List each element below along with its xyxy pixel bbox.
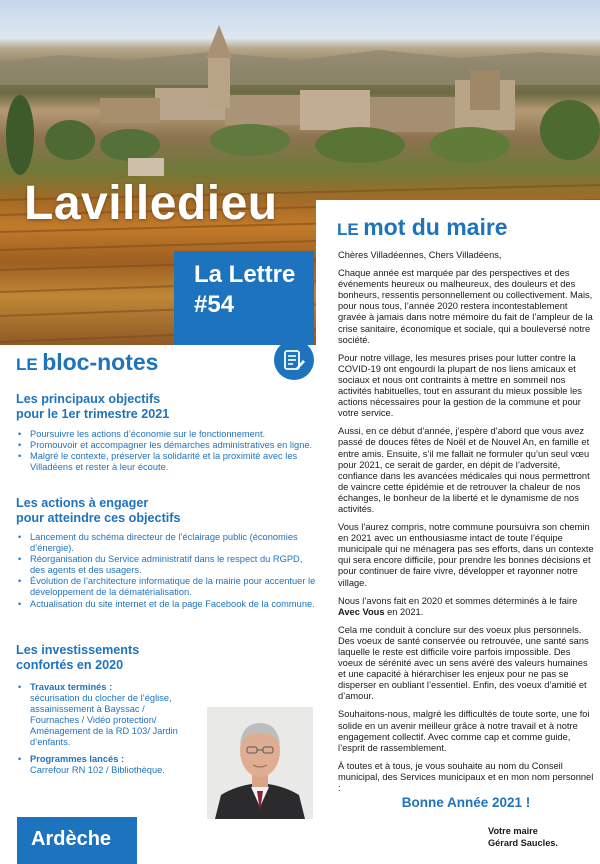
mayor-heading: [337, 214, 508, 241]
list-item: • Poursuivre les actions d’économie sur le fonctionnement.: [16, 429, 316, 440]
section-title-line: Les actions à engager: [16, 496, 149, 510]
section-title-line: pour le 1er trimestre 2021: [16, 407, 170, 421]
mayor-text: Nous l’avons fait en 2020 et sommes déterminés à le faire: [338, 595, 578, 606]
list-item: • Malgré le contexte, préserver la solidarité et la proximité avec les Villadéens et rester à leur écoute.: [16, 451, 316, 473]
avec-vous-emphasis: Avec Vous: [338, 606, 385, 617]
list-item: • Réorganisation du Service administratif dans le respect du RGPD, des agents et des usagers.: [16, 554, 316, 576]
mayor-paragraph: [338, 596, 594, 618]
department-badge: [17, 817, 137, 864]
mayor-paragraph: Chères Villadéennes, Chers Villadéens,: [338, 250, 502, 260]
bloc-notes-title: bloc-notes: [42, 349, 159, 375]
list-item-label: Travaux terminés :: [30, 682, 113, 692]
section-title-line: confortés en 2020: [16, 658, 124, 672]
mayor-portrait: [207, 707, 313, 819]
newsletter-label: La Lettre: [194, 261, 296, 288]
mayor-paragraph: Pour notre village, les mesures prises pour lutter contre la COVID-19 ont engourdi la plupart de nos liens amicaux et sociaux et nous ont contraints à mettre en sommeil nos activités habituelles, tout en assurant du mieux possible les actions nécessaires pour la gestion de la commune et pour votre service.: [338, 352, 582, 419]
section-title-line: pour atteindre ces objectifs: [16, 511, 181, 525]
mayor-signature: [488, 826, 558, 849]
issue-number: #54: [194, 291, 235, 318]
department-name: Ardèche: [31, 828, 112, 850]
signature-name: Gérard Saucles.: [488, 837, 558, 848]
mayor-paragraph: Vous l’aurez compris, notre commune poursuivra son chemin en 2021 avec un enthousiasme intact de toute l’équipe municipale qui ne ménagera pas ses efforts, dans un contexte qui sera encore difficile, pour prendre les bonnes décisions et pour continuer de faire vivre, développer et rayonner notre village.: [338, 522, 594, 588]
new-year-greeting: Bonne Année 2021 !: [401, 795, 531, 810]
section-title: [16, 392, 169, 422]
list-item-text: Carrefour RN 102 / Bibliothèque.: [30, 764, 165, 775]
mayor-paragraph: Chaque année est marquée par des perspectives et des événements heureux ou malheureux, des douleurs et des bonheurs, ressentis personnellement ou collectivement. Mais, pour nous tous, l’année 2020 restera incontestablement gravée à jamais dans notre mémoire du fait de l’ampleur de la crise sanitaire, économique et sociale, qui a bouleversé notre société.: [338, 268, 593, 345]
mayor-text: en 2021.: [384, 606, 424, 617]
list-item: [16, 754, 186, 776]
list-item: • Lancement du schéma directeur de l’éclairage public (économies d’énergie).: [16, 532, 316, 554]
investments-list: [16, 682, 186, 776]
list-item-label: Programmes lancés :: [30, 753, 125, 764]
list-item: • Évolution de l’architecture informatique de la mairie pour accentuer le développement de la dématérialisation.: [16, 576, 316, 598]
list-item: • Actualisation du site internet et de la page Facebook de la commune.: [16, 599, 316, 610]
newsletter-issue-badge: [174, 251, 314, 345]
mayor-heading-prefix: LE: [337, 220, 359, 239]
list-item-text: sécurisation du clocher de l’église, assainissement à Bayssac / Fournaches / Vidéo protection/ Aménagement de la RD 103/ Jardin d’enfants.: [30, 693, 178, 748]
section-title-line: Les investissements: [16, 643, 140, 657]
town-title: Lavilledieu: [24, 177, 278, 230]
list-item: • Promouvoir et accompagner les démarches administratives en ligne.: [16, 440, 316, 451]
section-title-line: Les principaux objectifs: [16, 392, 161, 406]
signature-role: Votre maire: [488, 826, 538, 836]
mayor-paragraph: Cela me conduit à conclure sur des voeux plus personnels. Des voeux de santé conservée ou retrouvée, une santé sans laquelle le reste est difficile voire parfois impossible. Des voeux de sérénité avec un sens avéré des valeurs humaines et une capacité à hiérarchiser les enjeux pour ne pas se disperser en oubliant l’essentiel. Enfin, des voeux d’amitié et d’amour.: [338, 624, 589, 702]
section-title: [16, 643, 139, 673]
mayor-letter: [338, 250, 594, 801]
mayor-paragraph: Aussi, en ce début d’année, j’espère d’abord que vous avez passé de douces fêtes de Noël et de Nouvel An, en famille et entre amis. Ensuite, s’il me fallait ne formuler qu’un seul vœu pour 2021, ce serait de garder, en dépit de l’adversité, confiance dans les avancées médicales qui nous permettront de vaincre cette épidémie et de retrouver la chaleur de nos échanges, le bonheur de la liberté et le dynamisme de nos activités.: [338, 426, 590, 514]
notepad-pen-icon: [274, 340, 314, 380]
bloc-notes-heading: [16, 349, 158, 376]
actions-list: [16, 532, 316, 610]
mayor-paragraph: À toutes et à tous, je vous souhaite au nom du Conseil municipal, des Services municipaux et en mon nom personnel :: [338, 760, 594, 794]
bloc-notes-prefix: LE: [16, 355, 38, 374]
list-item: [16, 682, 186, 749]
objectives-list: [16, 429, 316, 473]
mayor-heading-title: mot du maire: [363, 214, 508, 240]
section-title: [16, 496, 180, 526]
mayor-paragraph: Souhaitons-nous, malgré les difficultés de toute sorte, une foi solide en un avenir meilleur grâce à notre travail et à notre engagement collectif. Avec comme cap et comme guide, l’esprit de rassemblement.: [338, 709, 590, 753]
